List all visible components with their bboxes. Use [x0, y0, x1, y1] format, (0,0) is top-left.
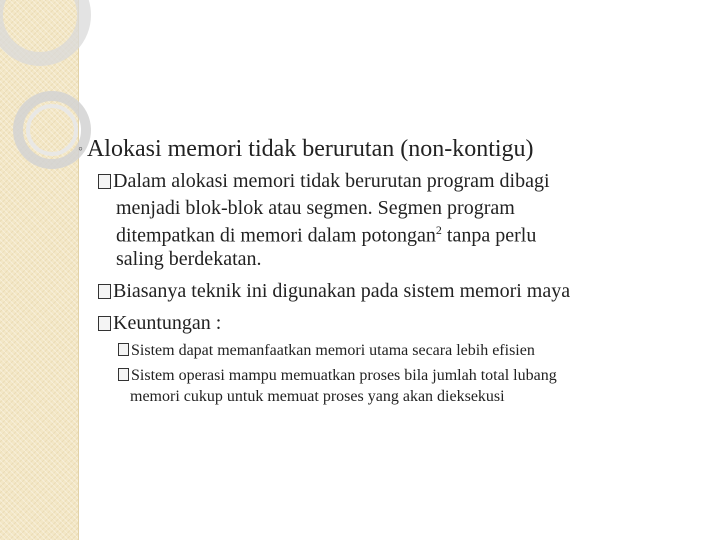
point-1-line-2: menjadi blok-blok atau segmen. Segmen program: [116, 197, 515, 219]
point-1-line-3: ditempatkan di memori dalam potongan$^2$ tanpa perlu: [116, 223, 537, 247]
point-3: Keuntungan :: [98, 312, 221, 335]
missing-glyph-bullet-icon: [118, 368, 129, 381]
ring-bullet-icon: ◦: [78, 142, 83, 157]
point-1-line-4: saling berdekatan.: [116, 248, 262, 270]
heading-line: [78, 136, 534, 163]
missing-glyph-bullet-icon: [118, 343, 129, 356]
sub-point-1: Sistem dapat memanfaatkan memori utama secara lebih efisien: [118, 342, 535, 360]
superscript: 2: [435, 223, 442, 237]
sub-point-2-line-1: Sistem operasi mampu memuatkan proses bila jumlah total lubang: [118, 367, 557, 385]
missing-glyph-bullet-icon: [98, 284, 111, 299]
point-2: Biasanya teknik ini digunakan pada sistem memori maya: [98, 280, 570, 303]
slide-heading: Alokasi memori tidak berurutan (non-kontigu): [86, 136, 534, 162]
missing-glyph-bullet-icon: [98, 174, 111, 189]
sub-point-2-line-2: memori cukup untuk memuat proses yang akan dieksekusi: [130, 388, 505, 405]
missing-glyph-bullet-icon: [98, 316, 111, 331]
point-1-line-1: Dalam alokasi memori tidak berurutan program dibagi: [98, 170, 550, 193]
